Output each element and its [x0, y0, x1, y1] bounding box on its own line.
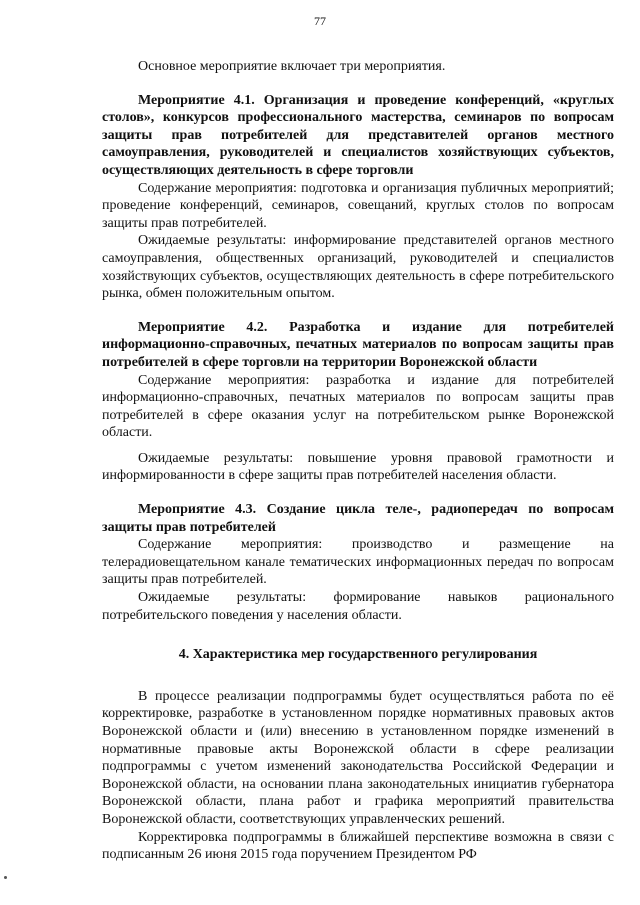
section-paragraph: В процессе реализации подпрограммы будет осуществляться работа по её корректировке, разработке в установленном порядке нормативных правовых актов Воронежской области и (или) внесению в установленном порядке изменений в нормативные правовые акты Воронежской области в сфере реализации подпрограммы с учетом изменений законодательства Российской Федерации и Воронежской области, на основании плана законодательных инициатив губернатора Воронежской области, плана работ и графика мероприятий правительства Воронежской области, соответствующих управленческих решений.: [102, 688, 614, 827]
activity-4-1: [102, 92, 614, 303]
section-heading: 4. Характеристика мер государственного регулирования: [178, 647, 538, 663]
activity-title: Мероприятие 4.1. Организация и проведение конференций, «круглых столов», конкурсов профессионального мастерства, семинаров по вопросам защиты прав потребителей для представителей органов местного самоуправления, руководителей и специалистов хозяйствующих субъектов, осуществляющих деятельность в сфере торговли: [102, 92, 614, 178]
activity-content: Содержание мероприятия: производство и размещение на телерадиовещательном канале тематических информационных передач по вопросам защиты прав потребителей.: [102, 537, 614, 588]
intro-paragraph: Основное мероприятие включает три мероприятия.: [138, 59, 446, 74]
activity-title: Мероприятие 4.2. Разработка и издание для потребителей информационно-справочных, печатных материалов по вопросам защиты прав потребителей в сфере торговли на территории Воронежской области: [102, 319, 614, 370]
page-content: [102, 58, 614, 864]
activity-4-2: [102, 319, 614, 485]
activity-title: Мероприятие 4.3. Создание цикла теле-, радиопередач по вопросам защиты прав потребителей: [102, 502, 614, 535]
section-paragraph: Корректировка подпрограммы в ближайшей перспективе возможна в связи с подписанным 26 июня 2015 года поручением Президентом РФ: [102, 829, 614, 863]
activity-content: Содержание мероприятия: подготовка и организация публичных мероприятий; проведение конференций, семинаров, совещаний, круглых столов по вопросам защиты прав потребителей.: [102, 180, 614, 231]
page-number: 77: [314, 14, 326, 28]
activity-results: Ожидаемые результаты: формирование навыков рационального потребительского поведения у населения области.: [102, 590, 614, 623]
activity-results: Ожидаемые результаты: повышение уровня правовой грамотности и информированности в сфере защиты прав потребителей населения области.: [102, 450, 614, 484]
scan-mark: [4, 876, 7, 879]
activity-results: Ожидаемые результаты: информирование представителей органов местного самоуправления, общественных организаций, руководителей и специалистов хозяйствующих субъектов, осуществляющих деятельность в сфере потребительского рынка, обмен положительным опытом.: [102, 233, 614, 302]
activity-4-3: [102, 501, 614, 624]
activity-content: Содержание мероприятия: разработка и издание для потребителей информационно-справочных, печатных материалов по вопросам защиты прав потребителей в сфере оказания услуг на потребительском рынке Воронежской области.: [102, 372, 614, 441]
